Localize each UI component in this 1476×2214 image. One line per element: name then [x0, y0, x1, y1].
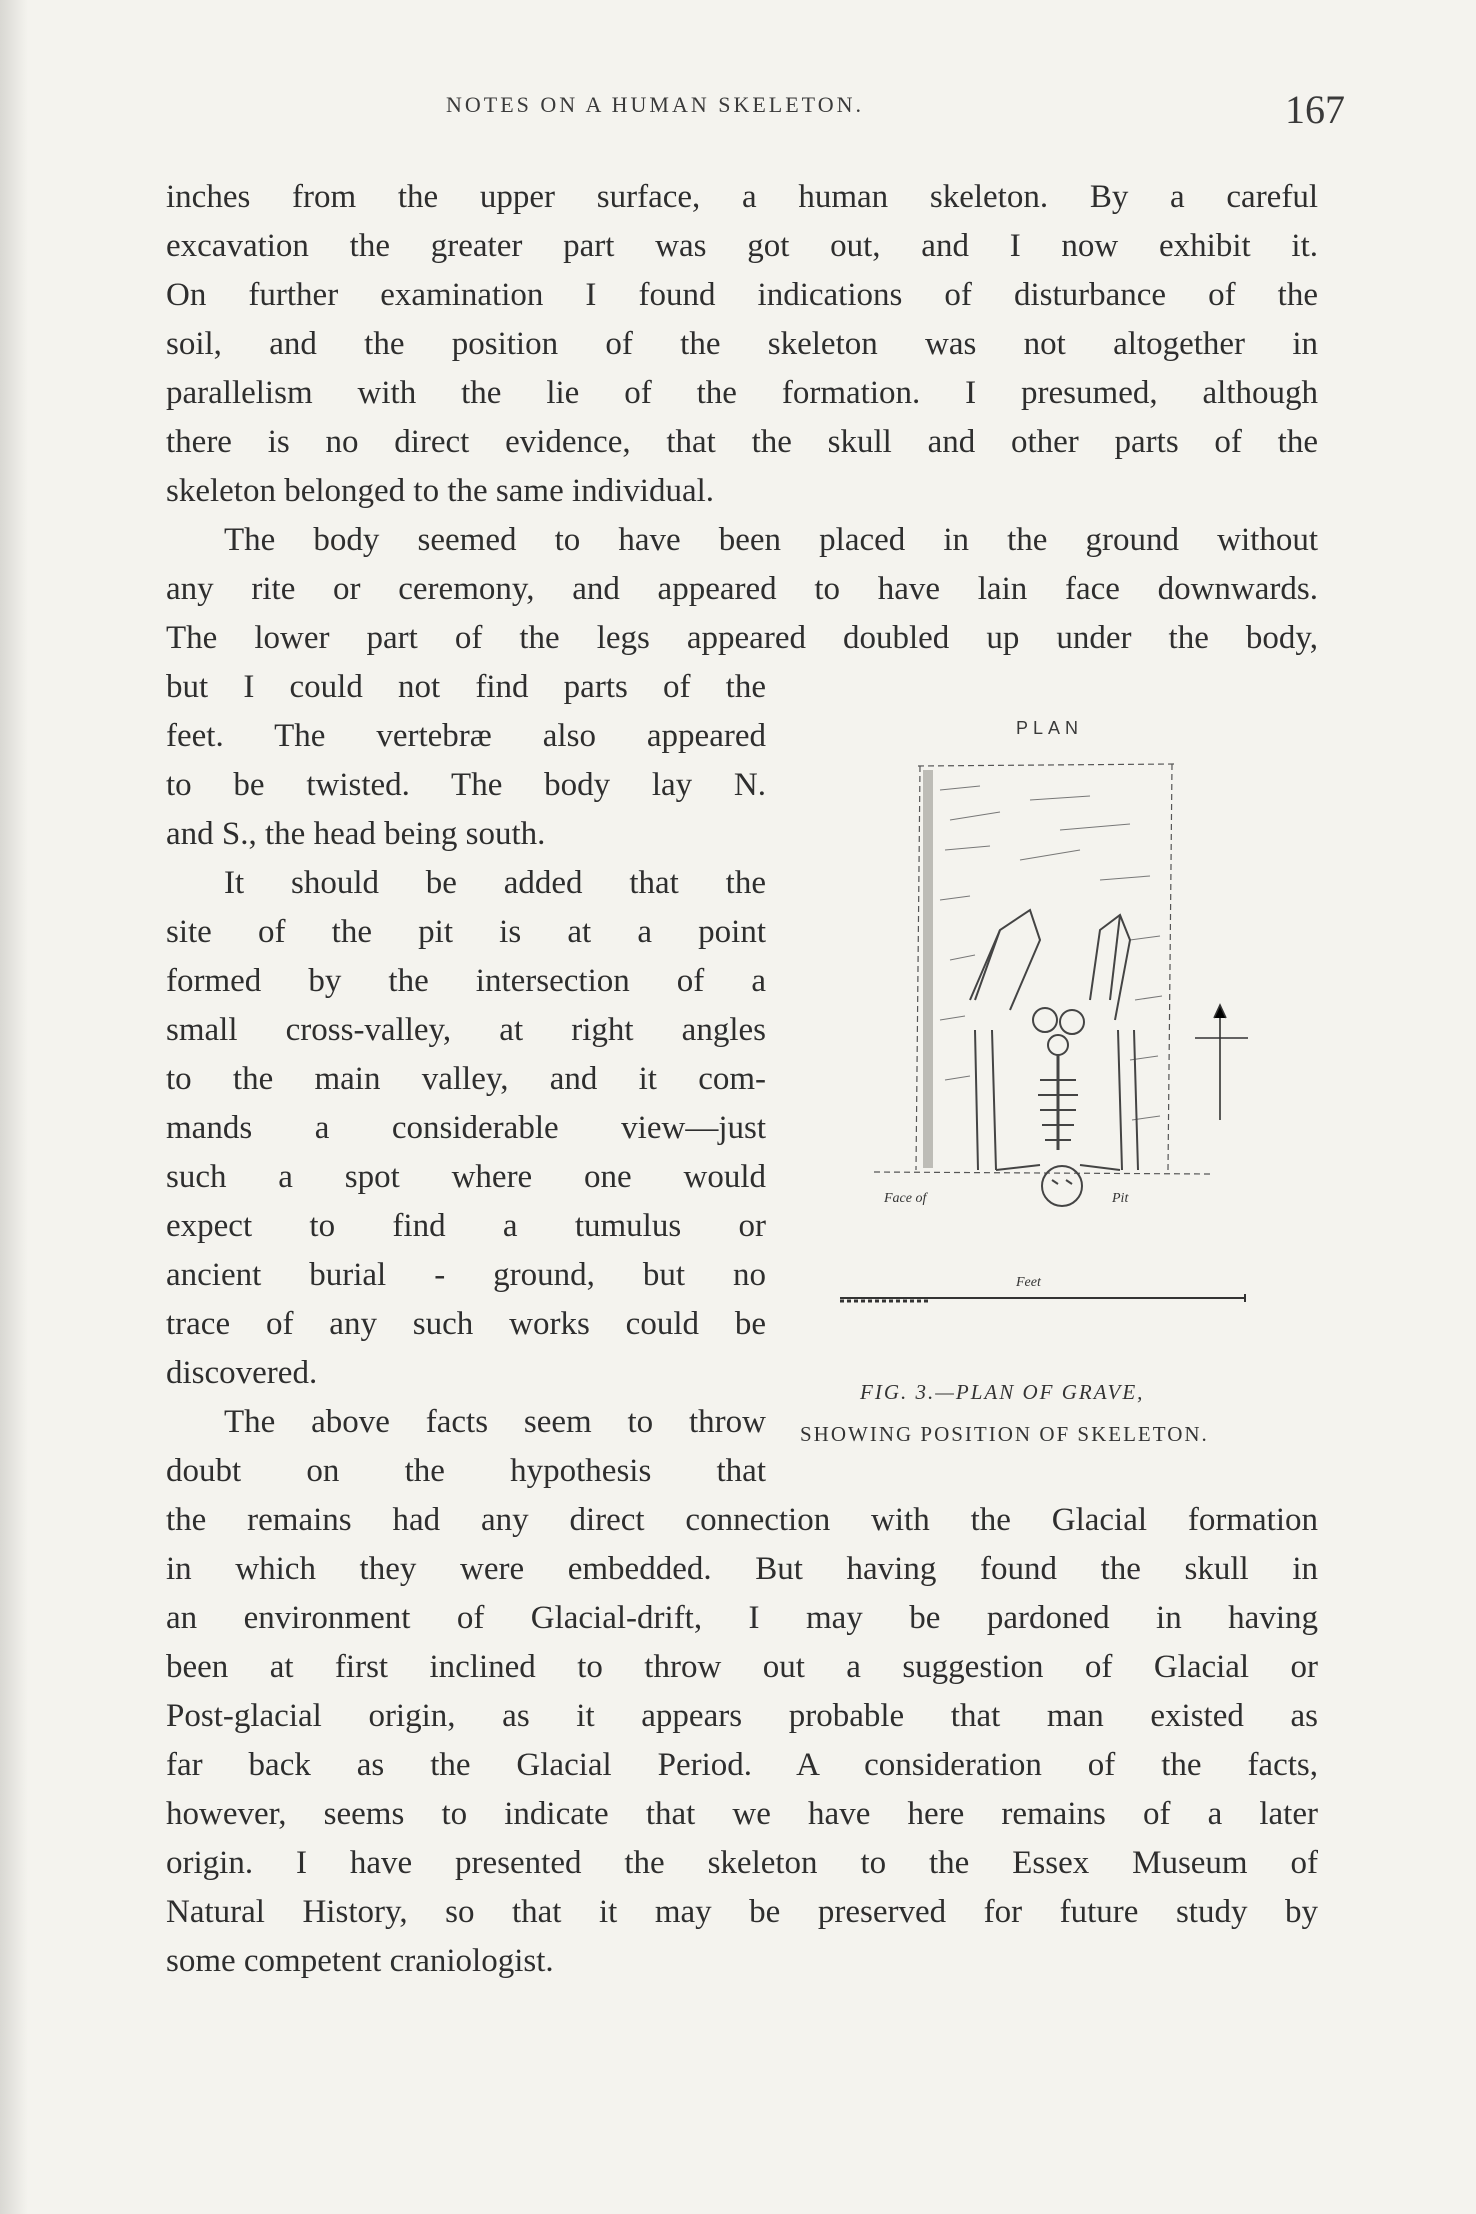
grave-plan-figure [800, 700, 1320, 1460]
running-head: NOTES ON A HUMAN SKELETON. [446, 92, 864, 117]
text-line: some competent craniologist. [166, 1943, 554, 1979]
text-line: discovered. [166, 1355, 318, 1391]
figure-caption-line-1: FIG. 3.—PLAN OF GRAVE, [860, 1380, 1145, 1404]
text-line: such a spot where one would [166, 1159, 766, 1195]
text-line: far back as the Glacial Period. A consideration of the facts, [166, 1747, 1318, 1783]
text-line: site of the pit is at a point [166, 914, 766, 950]
text-line: to the main valley, and it com- [166, 1061, 766, 1097]
grave-plan-drawing [800, 700, 1320, 1380]
text-line: ancient burial - ground, but no [166, 1257, 766, 1293]
text-line: doubt on the hypothesis that [166, 1453, 766, 1489]
skeleton-drawing [970, 910, 1138, 1206]
text-line: to be twisted. The body lay N. [166, 767, 766, 803]
north-cross-icon [1195, 1005, 1248, 1120]
text-line: On further examination I found indications of disturbance of the [166, 277, 1318, 313]
text-line: trace of any such works could be [166, 1306, 766, 1342]
text-line: origin. I have presented the skeleton to the Essex Museum of [166, 1845, 1318, 1881]
text-line: been at first inclined to throw out a suggestion of Glacial or [166, 1649, 1318, 1685]
text-line: It should be added that the [224, 865, 766, 901]
text-line: in which they were embedded. But having found the skull in [166, 1551, 1318, 1587]
text-line: soil, and the position of the skeleton was not altogether in [166, 326, 1318, 362]
text-line: skeleton belonged to the same individual. [166, 473, 715, 509]
text-line: The lower part of the legs appeared doubled up under the body, [166, 620, 1318, 656]
pit-label: Pit [1112, 1191, 1129, 1206]
text-line: small cross-valley, at right angles [166, 1012, 766, 1048]
text-line: The body seemed to have been placed in the ground without [224, 522, 1318, 558]
scale-bar [840, 1294, 1245, 1302]
plan-label: PLAN [1016, 718, 1084, 738]
face-of-label: Face of [884, 1191, 927, 1206]
text-line: any rite or ceremony, and appeared to have lain face downwards. [166, 571, 1318, 607]
text-line: parallelism with the lie of the formation. I presumed, although [166, 375, 1318, 411]
feet-label: Feet [1016, 1275, 1041, 1290]
text-line: The above facts seem to throw [224, 1404, 766, 1440]
page-number: 167 [1285, 87, 1345, 132]
drift-hatching [928, 770, 1162, 1168]
text-line: but I could not find parts of the [166, 669, 766, 705]
text-line: mands a considerable view—just [166, 1110, 766, 1146]
text-line: an environment of Glacial-drift, I may be pardoned in having [166, 1600, 1318, 1636]
text-line: formed by the intersection of a [166, 963, 766, 999]
text-line: there is no direct evidence, that the skull and other parts of the [166, 424, 1318, 460]
figure-caption-line-2: SHOWING POSITION OF SKELETON. [800, 1422, 1209, 1446]
text-line: feet. The vertebræ also appeared [166, 718, 766, 754]
text-line: and S., the head being south. [166, 816, 546, 852]
text-line: expect to find a tumulus or [166, 1208, 766, 1244]
text-line: inches from the upper surface, a human skeleton. By a careful [166, 179, 1318, 215]
text-line: the remains had any direct connection with the Glacial formation [166, 1502, 1318, 1538]
text-line: however, seems to indicate that we have here remains of a later [166, 1796, 1318, 1832]
text-line: Natural History, so that it may be preserved for future study by [166, 1894, 1318, 1930]
text-line: Post-glacial origin, as it appears probable that man existed as [166, 1698, 1318, 1734]
text-line: excavation the greater part was got out, and I now exhibit it. [166, 228, 1318, 264]
